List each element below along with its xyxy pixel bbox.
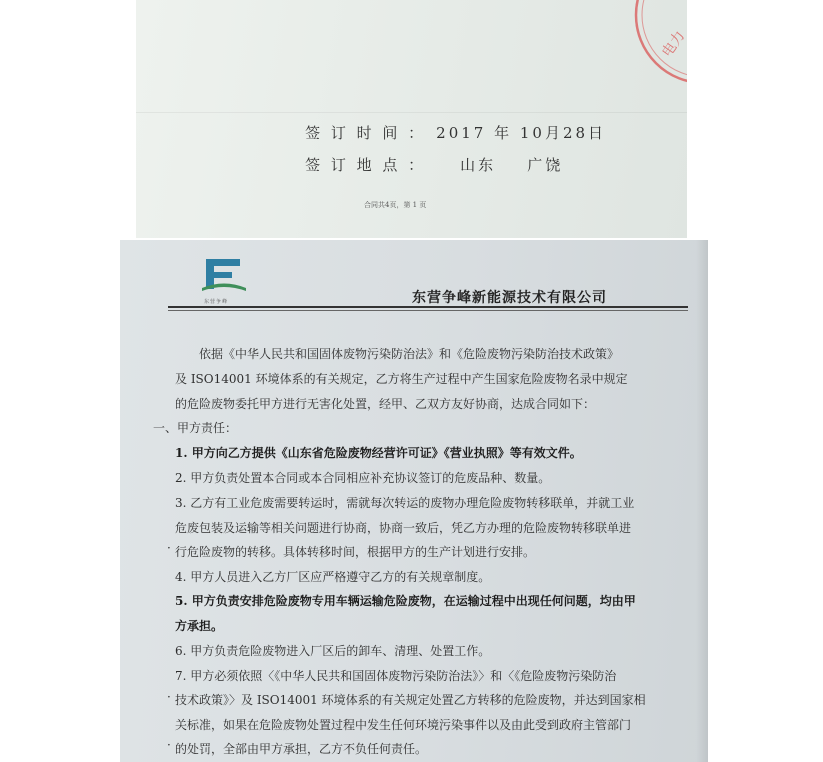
- contract-first-page-photo: [120, 240, 708, 762]
- sign-time-value: 2017 年 10月28日: [436, 124, 607, 142]
- intro-line-1: 依据《中华人民共和国固体废物污染防治法》和《危险废物污染防治技术政策》: [199, 347, 620, 361]
- item-7-line-4: 的处罚，全部由甲方承担，乙方不负任何责任。: [175, 742, 428, 756]
- intro-line-2: 及 ISO14001 环境体系的有关规定，乙方将生产过程中产生国家危险废物名录中规定: [175, 372, 628, 386]
- item-7-line-2: 技术政策》〉及 ISO14001 环境体系的有关规定处置乙方转移的危险废物，并达到国家相: [175, 693, 646, 707]
- item-5-line-2: 方承担。: [175, 619, 224, 633]
- contract-last-page-photo: [136, 0, 687, 238]
- company-logo-icon: [200, 257, 248, 297]
- item-5-line-1: 5. 甲方负责安排危险废物专用车辆运输危险废物，在运输过程中出现任何问题，均由甲: [175, 594, 636, 608]
- binding-hole-mark: ·: [167, 541, 171, 555]
- page-shadow: [696, 240, 708, 762]
- binding-hole-mark: ·: [167, 690, 171, 704]
- letterhead-rule: [168, 306, 688, 308]
- item-3-line-2: 危废包装及运输等相关问题进行协商，协商一致后，凭乙方办理的危险废物转移联单进: [175, 521, 632, 535]
- item-7-line-1: 7. 甲方必须依照〈《中华人民共和国固体废物污染防治法》〉和〈《危险废物污染防治: [175, 669, 617, 683]
- item-3-line-1: 3. 乙方有工业危废需要转运时，需就每次转运的废物办理危险废物转移联单，并就工业: [175, 496, 635, 510]
- company-name: 东营争峰新能源技术有限公司: [412, 290, 607, 306]
- item-7-line-3: 关标准，如果在危险废物处置过程中发生任何环境污染事件以及由此受到政府主管部门: [175, 718, 632, 732]
- sign-time-label: 签 订 时 间 ：: [305, 124, 427, 142]
- item-6: 6. 甲方负责危险废物进入厂区后的卸车、清理、处置工作。: [175, 644, 491, 658]
- item-4: 4. 甲方人员进入乙方厂区应严格遵守乙方的有关规章制度。: [175, 570, 491, 584]
- intro-line-3: 的危险废物委托甲方进行无害化处置，经甲、乙双方友好协商，达成合同如下：: [175, 397, 596, 411]
- binding-hole-mark: ·: [167, 738, 171, 752]
- page-count-note: 合同共4页，第 1 页: [364, 201, 427, 209]
- item-2: 2. 甲方负责处置本合同或本合同相应补充协议签订的危废品种、数量。: [175, 471, 551, 485]
- logo-caption: 东营争峰: [204, 299, 229, 305]
- sign-place-label: 签 订 地 点 ：: [305, 156, 427, 174]
- section-heading: 一、甲方责任：: [153, 421, 238, 435]
- item-3-line-3: 行危险废物的转移。具体转移时间，根据甲方的生产计划进行安排。: [175, 545, 536, 559]
- svg-text:电力: 电力: [659, 28, 689, 61]
- sign-place-value: 山东 广饶: [460, 156, 564, 174]
- letterhead-rule-thin: [168, 310, 688, 311]
- company-seal-stamp: [629, 0, 687, 90]
- item-1: 1. 甲方向乙方提供《山东省危险废物经营许可证》《营业执照》等有效文件。: [175, 446, 582, 460]
